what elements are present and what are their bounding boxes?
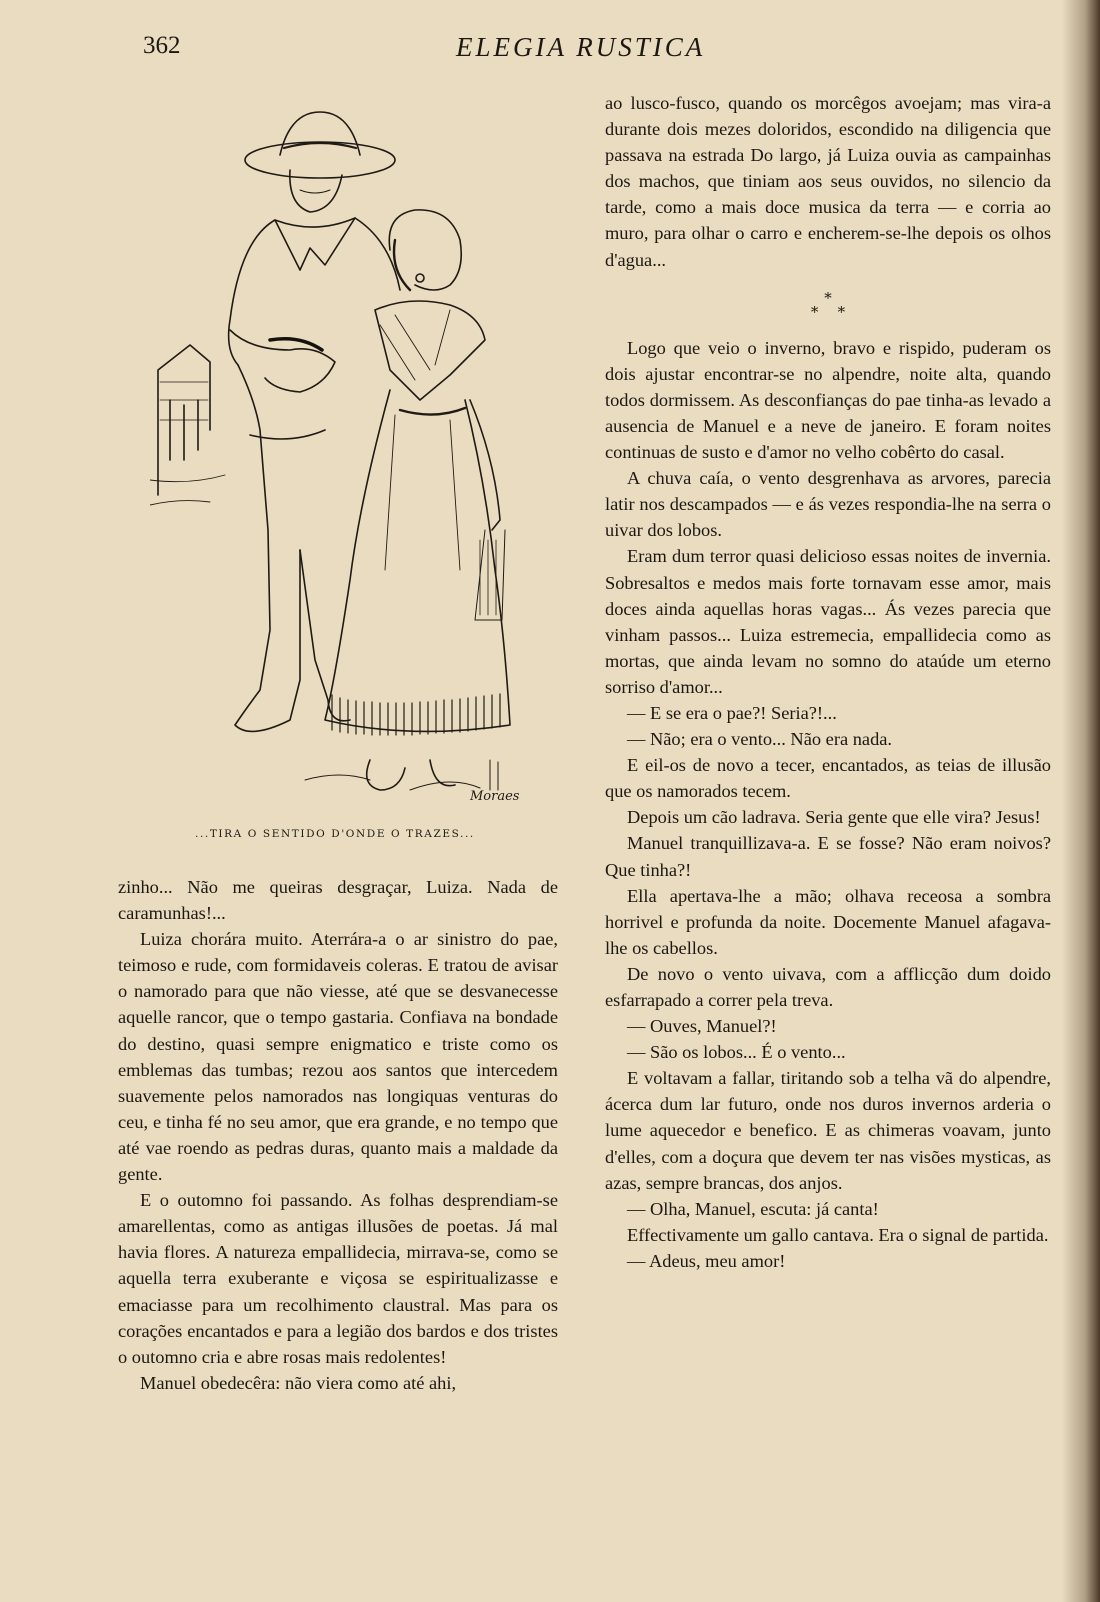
engraving-illustration [150,100,560,835]
paragraph: Manuel tranquillizava-a. E se fosse? Não eram noivos? Que tinha?! [605,833,1051,880]
asterism-star: * [810,302,819,321]
asterism-star: * [824,288,832,307]
paragraph: E eil-os de novo a tecer, encantados, as teias de illusão que os namorados tecem. [605,755,1051,802]
paragraph: Ella apertava-lhe a mão; olhava receosa a sombra horrivel e profunda da noite. Docemente Manuel afagava-lhe os cabellos. [605,885,1051,958]
dialogue-line: — E se era o pae?! Seria?!... [627,702,837,723]
dialogue-line: — Não; era o vento... Não era nada. [627,729,893,750]
paragraph: A chuva caía, o vento desgrenhava as arvores, parecia latir nos descampados — e ás vezes respondia-lhe na serra o uivar dos lobos. [605,468,1051,541]
paragraph: Effectivamente um gallo cantava. Era o signal de partida. [627,1224,1049,1245]
couple-engraving [150,100,560,835]
page-number: 362 [143,32,181,59]
section-break-asterism [605,288,1051,321]
paragraph: Logo que veio o inverno, bravo e rispido, puderam os dois ajustar encontrar-se no alpendre, noite alta, quando todos dormissem. As desconfianças do pae tinha-as levado a ausencia de Manuel e a neve de janeiro. E foram noites continuas de susto e d'amor no velho cobêrto do casal. [605,337,1051,463]
paragraph: Luiza chorára muito. Aterrára-a o ar sinistro do pae, teimoso e rude, com formidaveis coleras. E tratou de avisar o namorado para que não viesse, até que se desvanecesse aquelle rancor, que o tempo gastaria. Confiava na bondade do destino, quasi sempre enigmatico e triste como os emblemas das tumbas; rezou aos santos que intercedem suavemente pelos namorados nas longiquas venturas do ceu, e tinha fé no seu amor, que era grande, e no tempo que até vae roendo as pedras duras, quanto mais a maldade da gente. [118,929,558,1185]
paragraph: ao lusco-fusco, quando os morcêgos avoejam; mas vira-a durante dois mezes doloridos, escondido na diligencia que passava na estrada Do largo, já Luiza ouvia as campainhas dos machos, que tiniam aos seus ouvidos, no silencio da tarde, como a mais doce musica da terra — e corria ao muro, para olhar o carro e encherem-se-lhe depois os olhos d'agua... [605,93,1051,270]
page-header [0,28,1100,68]
dialogue-line: — Ouves, Manuel?! [627,1016,777,1037]
dialogue-line: — São os lobos... É o vento... [627,1042,846,1063]
paragraph: E o outomno foi passando. As folhas desprendiam-se amarellentas, como as antigas illusões de poetas. Já mal havia flores. A natureza empallidecia, mirrava-se, como se aquella terra exuberante e viçosa se espiritualizasse e emaciasse para um recolhimento claustral. Mas para os corações encantados e para a legião dos bardos e dos tristes o outomno cria e abre rosas mais redolentes! [118,1190,558,1367]
paragraph: E voltavam a fallar, tiritando sob a telha vã do alpendre, ácerca dum lar futuro, onde nos duros invernos arderia o lume aquecedor e benefico. E as chimeras voavam, junto d'elles, com a doçura que devem ter nas visões mysticas, as azas, sempre brancas, dos anjos. [605,1068,1051,1193]
artist-signature: Moraes [470,789,520,804]
right-column [605,90,1051,1274]
running-title: ELEGIA RUSTICA [456,32,706,62]
paragraph: Depois um cão ladrava. Seria gente que elle vira? Jesus! [627,807,1041,828]
paragraph: De novo o vento uivava, com a afflicção dum doido esfarrapado a correr pela treva. [605,963,1051,1010]
dialogue-line: — Adeus, meu amor! [627,1250,786,1271]
left-column [118,874,558,1396]
dialogue-line: — Olha, Manuel, escuta: já canta! [627,1198,879,1219]
paragraph: zinho... Não me queiras desgraçar, Luiza. Nada de caramunhas!... [118,877,558,924]
page-edge-shadow [1062,0,1100,1602]
paragraph: Eram dum terror quasi delicioso essas noites de invernia. Sobresaltos e medos mais forte tornavam esse amor, mais doces ainda aquellas horas vagas... Ás vezes parecia que vinham passos... Luiza estremecia, empallidecia como as mortas, que ainda levam no somno do ataúde um eterno sorriso d'amor... [605,546,1051,697]
asterism-star: * [837,302,846,321]
illustration-caption: ...TIRA O SENTIDO D'ONDE O TRAZES... [195,828,475,840]
paragraph: Manuel obedecêra: não viera como até ahi, [140,1372,457,1393]
